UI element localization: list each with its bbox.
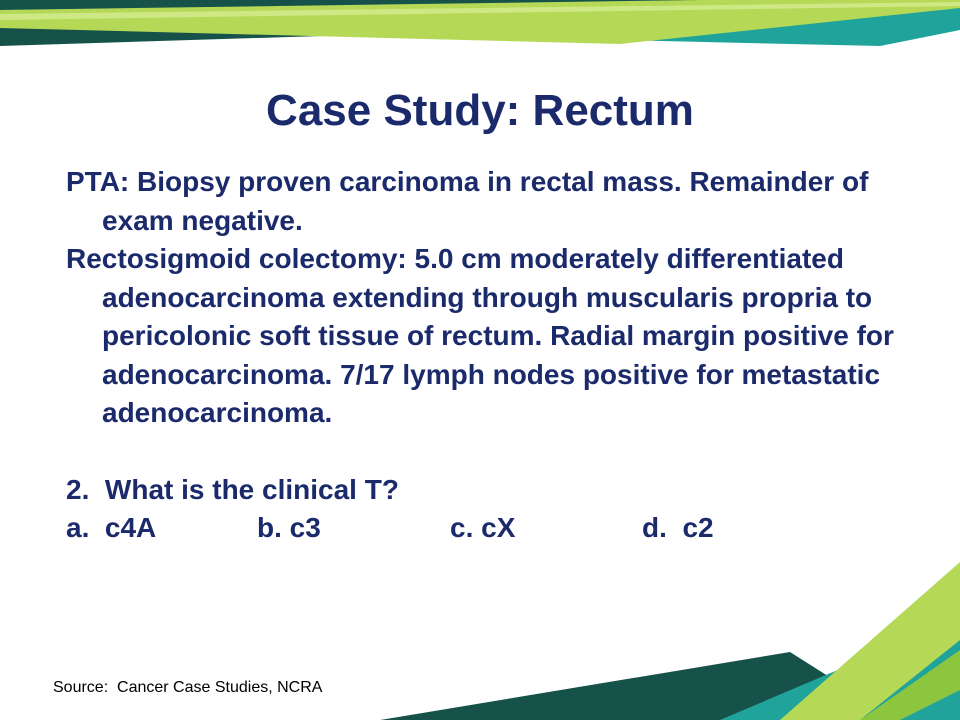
pathology-paragraph: Rectosigmoid colectomy: 5.0 cm moderately differentiated adenocarcinoma extending through muscularis propria to pericolonic soft tissue of rectum. Radial margin positive for adenocarcinoma. 7/17 lymph nodes positive for metastatic adenocarcinoma. (66, 243, 894, 428)
bottom-band-teal (720, 618, 960, 720)
option-c: c. cX (450, 512, 516, 543)
question-text: 2. What is the clinical T? (66, 473, 399, 505)
bottom-band-light-green (860, 650, 960, 720)
top-band-dark-green (0, 0, 960, 46)
bottom-band-right-teal (900, 690, 960, 720)
top-band-teal (0, 0, 960, 46)
history-paragraph: PTA: Biopsy proven carcinoma in rectal mass. Remainder of exam negative. (66, 166, 869, 236)
option-a: a. c4A (66, 512, 157, 543)
bottom-band-lime (780, 562, 960, 720)
top-band-lime (0, 0, 960, 44)
source-citation: Source: Cancer Case Studies, NCRA (53, 679, 323, 696)
answer-options (66, 509, 936, 549)
option-b: b. c3 (257, 512, 321, 543)
slide-body (66, 163, 936, 549)
bottom-band-dark-green (380, 652, 850, 720)
blank-line (66, 433, 936, 471)
option-d: d. c2 (642, 512, 714, 543)
slide-title: Case Study: Rectum (266, 86, 694, 135)
top-band-light-stripe (0, 2, 960, 20)
